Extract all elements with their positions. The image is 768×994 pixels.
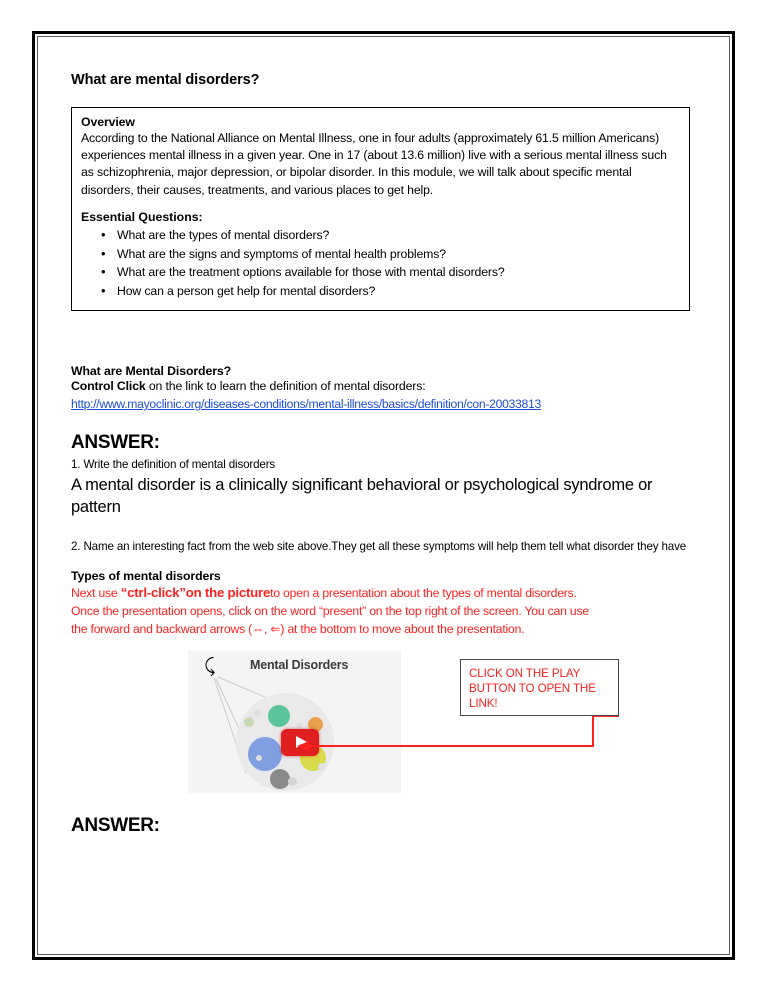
control-click-rest: on the link to learn the definition of mental disorders: <box>145 378 426 393</box>
control-click-instruction <box>71 378 695 396</box>
types-heading: Types of mental disorders <box>71 569 221 584</box>
list-item: • What are the treatment options available for those with mental disorders? <box>117 263 680 282</box>
definition-heading: What are Mental Disorders? <box>71 363 232 378</box>
answer-1: A mental disorder is a clinically significant behavioral or psychological syndrome or pattern <box>71 476 653 516</box>
types-instruction-line-3: the forward and backward arrows (⇔, ⇐) at the bottom to move about the presentation. <box>71 621 525 636</box>
mayoclinic-link[interactable]: http://www.mayoclinic.org/diseases-conditions/mental-illness/basics/definition/con-20033813 <box>71 397 541 412</box>
bubble-node <box>244 717 254 727</box>
essential-questions-list <box>81 226 680 301</box>
list-item: • What are the types of mental disorders? <box>117 226 680 245</box>
types-pre: Next use <box>71 586 121 601</box>
answer-label-2: ANSWER: <box>71 814 160 836</box>
bubble-node <box>310 781 317 788</box>
list-item: • How can a person get help for mental disorders? <box>117 282 680 301</box>
bubble-node <box>288 777 297 786</box>
bubble-node <box>270 769 290 789</box>
section-gap <box>71 311 695 364</box>
list-item: • What are the signs and symptoms of mental health problems? <box>117 245 680 264</box>
essential-questions-label: Essential Questions: <box>81 209 203 224</box>
types-post: to open a presentation about the types of mental disorders. <box>270 586 577 601</box>
presentation-thumbnail[interactable] <box>188 651 401 793</box>
play-triangle-icon <box>296 736 307 748</box>
types-ctrl-click-bold: “ctrl-click”on the picture <box>120 585 271 601</box>
callout-line-3: LINK! <box>469 697 498 711</box>
page-border-outer <box>32 31 735 960</box>
callout-line-2: BUTTON TO OPEN THE <box>469 681 596 695</box>
bubble-node <box>254 709 261 716</box>
question-2: 2. Name an interesting fact from the web site above. <box>71 540 332 554</box>
control-click-bold: Control Click <box>71 378 146 393</box>
types-instruction-line-2: Once the presentation opens, click on the word “present” on the top right of the screen. You can use <box>71 604 589 619</box>
answer-label-1: ANSWER: <box>71 432 160 454</box>
overview-spacer <box>81 199 680 210</box>
answer-gap <box>71 518 695 538</box>
curved-arrow-icon: ⤹ <box>204 654 216 677</box>
thumbnail-title: Mental Disorders <box>250 657 349 672</box>
bubble-node <box>248 737 282 771</box>
question-1: 1. Write the definition of mental disorders <box>71 458 276 472</box>
bubble-node <box>268 705 290 727</box>
types-gap <box>71 555 695 569</box>
overview-box <box>71 107 690 311</box>
bubble-node <box>256 755 262 761</box>
document-content <box>71 72 695 837</box>
bubble-node <box>296 723 302 729</box>
overview-paragraph: According to the National Alliance on Mental Illness, one in four adults (approximately 61.5 million Americans) experiences mental illness in a given year. One in 17 (about 13.6 million) live with a serious mental illness such as schizophrenia, major depression, or bipolar disorder. In this module, we will talk about specific mental disorders, their causes, treatments, and various places to get help. <box>81 131 667 197</box>
play-button[interactable] <box>281 729 319 756</box>
bubble-node <box>318 763 326 771</box>
types-instruction-line-1 <box>71 583 695 603</box>
overview-heading: Overview <box>81 115 135 129</box>
callout-box <box>460 659 619 716</box>
page-title: What are mental disorders? <box>71 72 260 88</box>
question-2-block <box>71 538 695 555</box>
answer-2: They get all these symptoms will help them tell what disorder they have <box>331 540 687 554</box>
callout-line-1: CLICK ON THE PLAY <box>469 666 581 680</box>
figure-area <box>71 645 695 805</box>
